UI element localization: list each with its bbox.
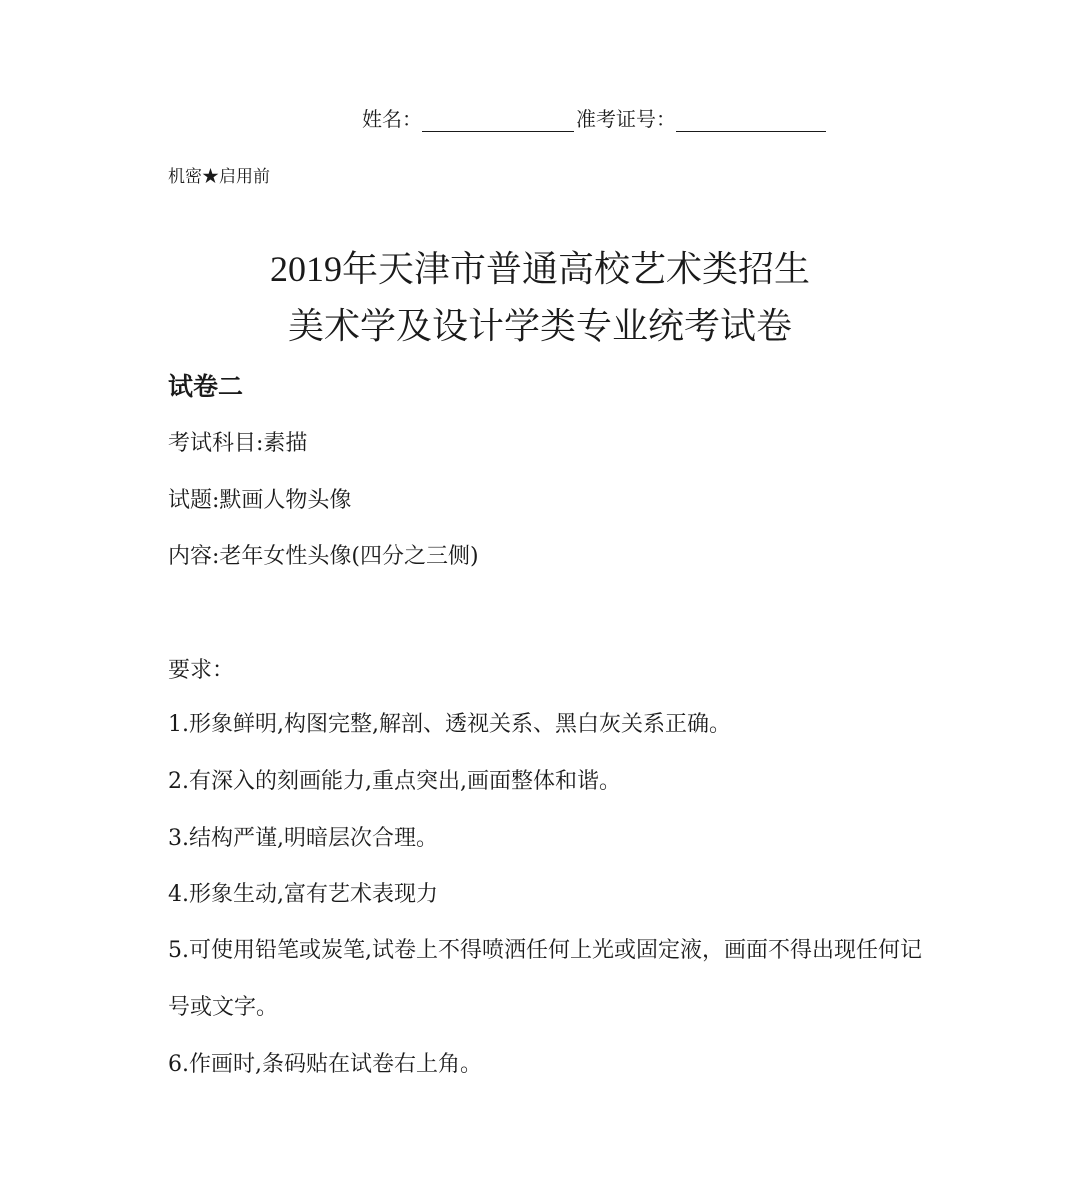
exam-subject: 考试科目:素描 — [168, 431, 308, 456]
requirement-item: 5.可使用铅笔或炭笔,试卷上不得喷洒任何上光或固定液，画面不得出现任何记号或文字。 — [168, 938, 922, 1020]
requirement-item: 1.形象鲜明,构图完整,解剖、透视关系、黑白灰关系正确。 — [168, 712, 731, 737]
requirements-heading: 要求： — [168, 658, 235, 683]
requirement-item: 6.作画时,条码贴在试卷右上角。 — [168, 1052, 482, 1077]
exam-id-label: 准考证号： — [576, 107, 676, 131]
exam-topic: 试题:默画人物头像 — [168, 488, 352, 513]
requirement-item: 3.结构严谨,明暗层次合理。 — [168, 826, 438, 851]
requirement-item: 4.形象生动,富有艺术表现力 — [168, 882, 438, 907]
confidential-label: 机密★启用前 — [168, 167, 270, 187]
exam-id-blank-line — [676, 107, 826, 132]
paper-number-label: 试卷二 — [168, 372, 244, 401]
exam-title-line-2: 美术学及设计学类专业统考试卷 — [287, 306, 792, 346]
name-label: 姓名： — [362, 107, 422, 131]
requirement-item: 2.有深入的刻画能力,重点突出,画面整体和谐。 — [168, 769, 621, 794]
exam-title-line-1: 2019年天津市普通高校艺术类招生 — [269, 249, 810, 289]
candidate-info-header — [362, 103, 828, 132]
name-blank-line — [422, 107, 574, 132]
exam-content: 内容:老年女性头像(四分之三侧) — [168, 544, 479, 569]
